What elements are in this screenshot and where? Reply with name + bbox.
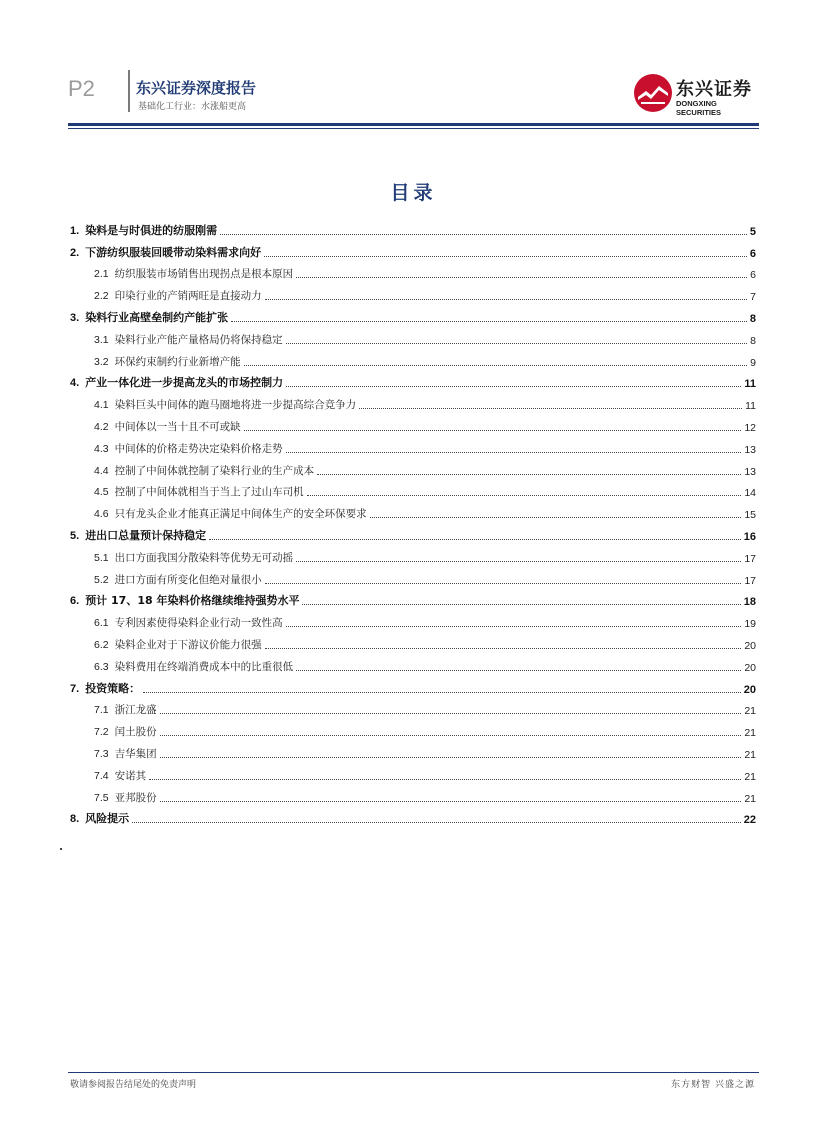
toc-entry-text: 染料行业产能产量格局仍将保持稳定 [114, 333, 283, 346]
company-logo [632, 72, 762, 117]
toc-leader-dots [264, 255, 747, 257]
toc-entry-page: 6 [750, 269, 756, 282]
toc-leader-dots [296, 669, 741, 671]
toc-entry[interactable] [70, 805, 756, 827]
toc-entry[interactable] [70, 587, 756, 609]
toc-leader-dots [302, 603, 740, 605]
toc-entry-number: 5.1 [94, 551, 109, 564]
toc-entry-text: 闰土股份 [114, 726, 157, 739]
toc-entry-label [94, 790, 157, 805]
toc-entry[interactable] [70, 543, 756, 565]
toc-entry[interactable] [70, 434, 756, 456]
toc-entry[interactable] [70, 478, 756, 500]
page-number: P2 [68, 76, 95, 101]
toc-leader-dots [286, 385, 741, 387]
toc-entry-text: 环保约束制约行业新增产能 [114, 355, 241, 368]
toc-leader-dots [160, 734, 742, 736]
toc-entry-text: 染料巨头中间体的跑马圈地将进一步提高综合竞争力 [114, 399, 357, 412]
footer-slogan: 东方财智 兴盛之源 [671, 1080, 755, 1090]
toc-entry-number: 8. [70, 813, 80, 826]
logo-text-en: DONGXING SECURITIES [676, 99, 722, 117]
toc-entry-page: 13 [744, 465, 756, 478]
toc-entry[interactable] [70, 347, 756, 369]
toc-entry[interactable] [70, 739, 756, 761]
toc-leader-dots [132, 821, 741, 823]
toc-entry[interactable] [70, 412, 756, 434]
toc-entry-text: 亚邦股份 [114, 791, 157, 804]
toc-entry-page: 6 [749, 247, 756, 260]
toc-entry-number: 4.4 [94, 464, 109, 477]
toc-entry-number: 1. [70, 224, 80, 237]
toc-entry-label [94, 659, 293, 674]
toc-entry-page: 20 [743, 683, 756, 696]
toc-leader-dots [307, 494, 742, 496]
toc-entry-text: 浙江龙盛 [114, 704, 157, 717]
toc-entry-label [70, 592, 299, 608]
toc-entry-text: 染料企业对于下游议价能力很强 [114, 638, 262, 651]
toc-entry-label [94, 332, 283, 347]
toc-entry-number: 4. [70, 377, 80, 390]
toc-entry-text: 预计 17、18 年染料价格继续维持强势水平 [85, 594, 300, 608]
toc-entry[interactable] [70, 456, 756, 478]
toc-entry-number: 7. [70, 682, 80, 695]
toc-entry-page: 17 [744, 552, 756, 565]
toc-leader-dots [286, 625, 742, 627]
toc-entry-label [94, 419, 241, 434]
toc-entry-label [94, 702, 157, 717]
toc-leader-dots [220, 233, 747, 235]
toc-leader-dots [370, 516, 742, 518]
toc-entry-number: 4.6 [94, 508, 109, 521]
toc-entry-text: 吉华集团 [114, 747, 157, 760]
toc-entry-text: 下游纺织服装回暖带动染料需求向好 [85, 245, 262, 259]
header-rule-thin [68, 128, 759, 129]
toc-leader-dots [231, 320, 747, 322]
toc-entry-label [94, 266, 293, 281]
toc-entry-number: 6.2 [94, 638, 109, 651]
toc-entry-number: 6.1 [94, 617, 109, 630]
header-rule-thick [68, 123, 759, 126]
toc-entry-page: 16 [743, 530, 756, 543]
toc-entry-page: 15 [744, 509, 756, 522]
toc-entry-text: 产业一体化进一步提高龙头的市场控制力 [85, 376, 284, 390]
toc-leader-dots [265, 298, 748, 300]
toc-entry[interactable] [70, 281, 756, 303]
toc-leader-dots [286, 451, 742, 453]
toc-leader-dots [286, 342, 748, 344]
toc-entry-number: 4.3 [94, 442, 109, 455]
toc-entry-page: 21 [744, 705, 756, 718]
toc-entry-page: 5 [749, 225, 756, 238]
toc-entry-text: 纺织服装市场销售出现拐点是根本原因 [114, 268, 294, 281]
toc-entry[interactable] [70, 390, 756, 412]
toc-entry-page: 19 [744, 618, 756, 631]
toc-entry[interactable] [70, 216, 756, 238]
toc-entry-number: 6. [70, 595, 80, 608]
toc-entry-text: 中间体的价格走势决定染料价格走势 [114, 442, 283, 455]
toc-entry-label [94, 615, 283, 630]
logo-mark-icon [632, 72, 674, 114]
toc-entry[interactable] [70, 608, 756, 630]
toc-entry-text: 染料行业高壁垒制约产能扩张 [85, 310, 229, 324]
toc-entry-number: 7.5 [94, 791, 109, 804]
toc-entry-page: 21 [744, 727, 756, 740]
toc-entry-page: 21 [744, 748, 756, 761]
toc-leader-dots [317, 473, 741, 475]
toc-entry-text: 出口方面我国分散染料等优势无可动摇 [114, 551, 294, 564]
logo-text-cn: 东兴证券 [676, 79, 752, 100]
toc-entry-number: 4.1 [94, 399, 109, 412]
toc-entry[interactable] [70, 238, 756, 260]
toc-entry[interactable] [70, 696, 756, 718]
toc-leader-dots [209, 538, 741, 540]
toc-entry-number: 5. [70, 529, 80, 542]
toc-entry-label [94, 637, 262, 652]
toc-entry-label [94, 463, 314, 478]
toc-entry[interactable] [70, 325, 756, 347]
toc-entry-number: 3.2 [94, 355, 109, 368]
toc-entry-label [94, 746, 157, 761]
toc-entry-label [70, 810, 129, 826]
toc-leader-dots [143, 691, 741, 693]
toc-entry-number: 7.2 [94, 726, 109, 739]
toc-entry-label [94, 768, 146, 783]
toc-entry-number: 7.4 [94, 769, 109, 782]
toc-entry-page: 20 [744, 661, 756, 674]
toc-entry-label [94, 354, 241, 369]
toc-entry-page: 17 [744, 574, 756, 587]
toc-entry[interactable] [70, 565, 756, 587]
toc-entry-label [70, 680, 140, 696]
toc-entry-number: 7.3 [94, 747, 109, 760]
toc-entry-label [94, 441, 283, 456]
toc-leader-dots [359, 407, 742, 409]
toc-entry-label [70, 244, 261, 260]
toc-entry-page: 8 [749, 312, 756, 325]
toc-entry-number: 3. [70, 311, 80, 324]
toc-title: 目录 [390, 182, 437, 204]
report-subtitle: 基础化工行业：水涨船更高 [138, 102, 247, 112]
toc-entry-text: 染料是与时俱进的纺服刚需 [85, 223, 218, 237]
toc-entry-text: 染料费用在终端消费成本中的比重很低 [114, 660, 294, 673]
toc-entry-page: 11 [744, 378, 756, 391]
footer-disclaimer: 敬请参阅报告结尾处的免责声明 [70, 1080, 197, 1090]
toc-entry-number: 5.2 [94, 573, 109, 586]
toc-leader-dots [160, 800, 742, 802]
toc-entry-number: 7.1 [94, 704, 109, 717]
toc-entry[interactable] [70, 783, 756, 805]
toc-entry-page: 7 [750, 291, 756, 304]
toc-entry-number: 3.1 [94, 333, 109, 346]
toc-entry[interactable] [70, 630, 756, 652]
toc-entry-page: 21 [744, 792, 756, 805]
toc-entry-page: 8 [750, 334, 756, 347]
toc-entry-label [70, 222, 217, 238]
toc-entry-label [94, 397, 356, 412]
toc-entry[interactable] [70, 260, 756, 282]
footer-rule [68, 1072, 759, 1073]
toc-entry[interactable] [70, 652, 756, 674]
toc-entry-page: 12 [744, 421, 756, 434]
toc-entry-text: 印染行业的产销两旺是直接动力 [114, 290, 262, 303]
toc-entry-text: 中间体以一当十且不可或缺 [114, 420, 241, 433]
toc-entry[interactable] [70, 521, 756, 543]
toc-entry-text: 风险提示 [85, 812, 130, 826]
table-of-contents [70, 216, 756, 826]
toc-entry-number: 6.3 [94, 660, 109, 673]
toc-entry-text: 进出口总量预计保持稳定 [85, 528, 207, 542]
toc-entry[interactable] [70, 369, 756, 391]
toc-entry-number: 2.2 [94, 290, 109, 303]
toc-entry-page: 18 [743, 596, 756, 609]
stray-dot [60, 848, 62, 850]
toc-entry-label [94, 484, 304, 499]
toc-entry[interactable] [70, 761, 756, 783]
toc-leader-dots [244, 364, 748, 366]
toc-entry[interactable] [70, 717, 756, 739]
toc-entry-text: 投资策略： [85, 681, 141, 695]
toc-leader-dots [296, 276, 747, 278]
toc-entry-text: 专利因素使得染料企业行动一致性高 [114, 617, 283, 630]
toc-entry[interactable] [70, 499, 756, 521]
toc-leader-dots [296, 560, 741, 562]
toc-entry-number: 4.5 [94, 486, 109, 499]
toc-entry-label [94, 550, 293, 565]
toc-entry-label [94, 724, 157, 739]
toc-entry-text: 控制了中间体就相当于当上了过山车司机 [114, 486, 304, 499]
toc-entry-text: 进口方面有所变化但绝对量很小 [114, 573, 262, 586]
toc-leader-dots [160, 756, 742, 758]
toc-entry-number: 4.2 [94, 420, 109, 433]
toc-entry[interactable] [70, 303, 756, 325]
toc-entry-number: 2. [70, 246, 80, 259]
toc-entry-page: 11 [745, 400, 756, 413]
toc-leader-dots [244, 429, 742, 431]
toc-entry-label [94, 572, 262, 587]
toc-entry-label [70, 309, 228, 325]
toc-entry-label [70, 374, 283, 390]
toc-entry-page: 14 [744, 487, 756, 500]
toc-entry-number: 2.1 [94, 268, 109, 281]
toc-entry-label [94, 506, 367, 521]
toc-entry-page: 20 [744, 639, 756, 652]
toc-entry-page: 21 [744, 770, 756, 783]
toc-entry-page: 9 [750, 356, 756, 369]
toc-leader-dots [265, 582, 742, 584]
toc-leader-dots [160, 712, 742, 714]
toc-entry[interactable] [70, 674, 756, 696]
header-divider [128, 70, 130, 112]
toc-entry-page: 22 [743, 814, 756, 827]
toc-leader-dots [265, 647, 742, 649]
toc-leader-dots [149, 778, 741, 780]
toc-entry-text: 控制了中间体就控制了染料行业的生产成本 [114, 464, 315, 477]
toc-entry-text: 只有龙头企业才能真正满足中间体生产的安全环保要求 [114, 508, 367, 521]
toc-entry-label [94, 288, 262, 303]
toc-entry-text: 安诺其 [114, 769, 147, 782]
toc-entry-page: 13 [744, 443, 756, 456]
toc-entry-label [70, 527, 206, 543]
report-title: 东兴证券深度报告 [136, 79, 257, 97]
